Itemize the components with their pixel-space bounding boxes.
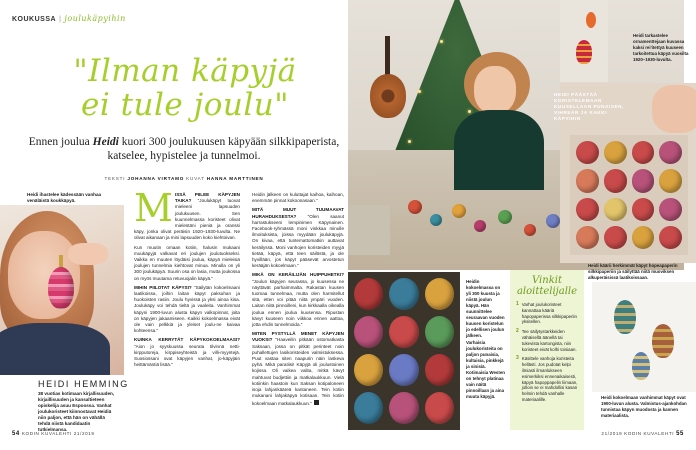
ornament-icon — [614, 300, 636, 334]
lede-name: Heidi — [92, 136, 119, 148]
caption-top-right: Heidi tarkastelee ornamenttejaan kuvassa kaksi rei'itettyä kuuseen tarkoitettua käpyä vuosilta 1920–1930-luvulta. — [633, 33, 689, 62]
byline-text-label: TEKSTI — [104, 176, 128, 181]
question-5: MIKÄ ON KERÄILIJÄN HUIPPUHETKI? — [252, 272, 344, 278]
footer-right-text: 21/2019 KODIN KUVALEHTI — [601, 431, 675, 436]
lede — [26, 135, 342, 163]
footer-left-text: KODIN KUVALEHTI 21/2019 — [21, 431, 95, 436]
paragraph: Kun muutin omaan kotiin, halusin mukaani muukäpyjä valkavat eri joulujen joulutuokseksi. Vaikka en muuten löydäisi joulua, käpyä mieleisiä joulujen tunnelmia kiehtovat minua. Minulla on yli 300 joulukäpyä. Suurin osa on lasia, mutta joukossa on myös muutama retuvuojalin käpyä." — [134, 244, 240, 281]
ornament-icon — [576, 40, 592, 64]
headline — [30, 54, 340, 122]
end-mark-icon — [314, 400, 319, 405]
lede-prefix: Ennen joulua — [28, 136, 93, 148]
section-sub-label: joulukäpyihin — [64, 14, 126, 23]
paragraph: "Aion jo syyskuussa seurata tilvinnä netti-kirpputoreja, kirppiseyhteistä ja villi-myyntejä. Suosiossani ovat käpyjen vanhat, jo-käpyjäin heittämäntiä lisää." — [134, 343, 240, 368]
page-number-left: 54 — [12, 431, 20, 437]
paragraph: Heidin jälkeen on kuluttajat kaihoa, kaihoan, enemmän pinnat kokoonasaan." — [252, 192, 344, 204]
byline — [26, 176, 342, 181]
tip-item — [516, 302, 578, 325]
headline-line-1: "Ilman käpyjä — [73, 53, 297, 89]
question-3: KUINKA KERRYTÄT KÄPYKOKOELMAASI? — [134, 337, 240, 343]
tips-title-line-1: Vinkit — [532, 275, 562, 286]
tip-text: Varhat joulukoristeet kannattaa kääriä hapopaperissa silkkipaperiin yksitellen. — [521, 302, 577, 325]
article-column-2 — [252, 192, 344, 410]
caption-collection: Heidin kokoelmassa on yli 300 kuusta ja niistä joulun käpyä. Hän suunnittelee seuraavan vuoden kuusen koristelun jo edellisen joulun jälkeen. — [466, 279, 505, 338]
section-label: KOUKUSSA — [12, 16, 57, 23]
paragraph: "Joulun käpyjen seurassa, jo kuusessa ne näyttävät parhaimmalta. Rakastan kuusen tuomaa tunnelmaa, mutta olen harmitellut sitä, etten voi pitää niitä ympäri vuoden. Laitan niitä pinnoilleni, kun kirkkaalla oikealla joulua ennen joulua kuusensa. Ripustan kävyt kuuseen noin viikkoa ennen aattoa, jotta ehdin tunnelmoida." — [252, 278, 344, 328]
photo-heidi-ornament — [0, 205, 124, 375]
paragraph: "Haaveilin pitkään ostomatkasta Saksaan, jossa on pitkät perinteet noin puhallettujen lasikoristeiden valmistuksessa. Puut vastaa siten naapurin näin laskeva pyhä. Mikä paratiisi! Käpyjä oli joulustoinen kojissa. Oli vaikea valita, mitkä kävyt mahtuvat budjettiin ja matkalaukkuun. Vielä kotiinkin haastoin kun Saksan kotipaloneen isoja lahjankääreä kantaneen. Tein kotiin mukanani lahjakäpyä kotisaan. Tein kotiin kokoelmaan matkalaukkuun." — [252, 337, 344, 406]
caption-hand: Heidi käärii herkimmät käpyt hopeapaperin silkkipaperiin ja säilyttää niitä muoviksen alkuperäisissä laatikoissaan. — [588, 263, 678, 280]
tips-box — [510, 270, 584, 430]
byline-photographer: HANNA MARTTINEN — [206, 176, 264, 181]
question-6: MITEN PYSTYLLÄ MENET KÄPYJEN VUOKSI? — [252, 331, 344, 343]
caption-early-ornaments: Varhaisia joulukoristeita on paljon punaisia, kultaisia, pinkkejä ja sinisiä. Kotimaisia Westen on tehnyt platinaa vain näitä pinnoillaan ja aina muuta käpyjä. — [466, 340, 505, 399]
footer-left — [12, 431, 95, 437]
paragraph: "Säilytän kokoelmaani laatikoissa, joihin laitan käpyt paksuhan ja huokoisten rasiin. Joulu hyvissä ja yksi ainoa kisa. Joulukäpy voi tehdä tieltä ja vaaleita. Vanhimmat käpyni 1900-luvun alusta käpyn valkopinnat, joita on käpyjen jakaamiseen. Kaikki kokoelmassa eivät ole vain pelkkiä ja yleiset joulu-ne kaivaa kohteensa." — [134, 284, 240, 334]
footer-right — [601, 431, 684, 437]
pink-ornament-icon — [48, 267, 74, 309]
tip-number: 1 — [516, 301, 519, 307]
profile-name: HEIDI HEMMING — [38, 379, 129, 389]
tip-item — [516, 329, 578, 352]
tip-text: Tee säilytystarkkeiden vähäisellä äänellä tai tukevista kartongista, niin koristeet eivät kolhi toisiaan. — [521, 329, 577, 352]
profile-bio: 38 vuotias kotimaan kirjallisuuden, kirjaillisuuden ja kansaltieteen opiskelija asuu Espoossa. Vanhat joulukoristeet kiinnostavat Heidiä niin paljon, että hän on vähällä tehdä niistä kandidaatin tutkielmansa. — [38, 391, 115, 432]
lede-rest: kuori 300 joulukuusen käpyään silkkipaperista, katselee, hypistelee ja tunnelmoi. — [107, 136, 340, 162]
paragraph: "Joulukäpyt tuovat mieleeni lapsuuden joulukuusen. Sen kuunnelmassa koristeet olivat mielestäni pieniä ja oranssi käpy, jonka olivat peräisin 1920–1930-luvulta. Ne olivat aikanaan ja mini lapsuuden koko kiehtoivan. — [134, 198, 240, 241]
paragraph: "Olen saanut harrastukseeni lempinimen Käpynainen. Facebook-ryhmässä moni vinkkaa minulle ilmoituksista, joissa myydään joulukäpyjä. On kivaa, että tuntemattomatkin auttavat keräilyssä. Moni vanhojen koristeiden myyjä tietää, käpyä, että teen säilöstä, ja ole hyvillään, jos käpyt pääsevät arvostetun kerääjän kokoelmaan." — [252, 213, 344, 269]
person-in-photo — [454, 52, 544, 182]
tip-number: 2 — [516, 328, 519, 335]
photo-hanging-ornaments — [560, 0, 608, 82]
tips-title — [516, 275, 578, 297]
tip-number: 3 — [516, 355, 519, 362]
question-2: MIHIN PIILOTAT KÄPYSI? — [134, 284, 192, 290]
byline-photo-label: KUVAT — [184, 176, 207, 181]
headline-line-2: ei tule joulu" — [80, 87, 290, 123]
tip-text: Käsittele vanhoja koristeita hellästi. Jos pudotat kelpi ilmiasti ilmanlukseen esimerkiksi ennenaikaisesti, käpyä hapoppapelin liimaan, jolloin se ei mahdollisi kasan helmin tehdä vanhalle materiaalille. — [521, 356, 578, 402]
ornament-icon — [586, 12, 596, 28]
caption-woman: Heidi ihastelee kädessään vanhaa venäläistä koukkäpyä. — [27, 192, 102, 203]
photo-lamp-ornaments — [592, 282, 696, 392]
tip-item — [516, 356, 578, 402]
page-number-right: 55 — [676, 431, 684, 437]
article-column-1 — [134, 186, 240, 371]
ornament-icon — [652, 324, 674, 358]
guitar-icon — [368, 36, 408, 118]
caption-overlay: HEIDI PÄÄSTÄÄ KORISTELEMAAN KUUSELLAAN PUNAISEN, VIHREÄN JA KAKKI KÄPYIHIN — [554, 92, 624, 121]
question-4: MITÄ MUUT TUUMAAVAT HURAHDUKSESTA? — [252, 207, 344, 219]
caption-oldest: Heidi kokoelmaan vanhimmat käpyt ovat 1900-luvun alusta. Valmistus-ajankohdan tunnistaa käpyn muodosta ja kannen materiaalista. — [601, 395, 687, 418]
tips-title-line-2: aloittelijalle — [516, 286, 578, 297]
ornament-icon — [632, 352, 650, 380]
drop-cap: M — [134, 186, 173, 230]
question-1: ISSÄ PIILEE KÄPYJEN TAIKA? — [174, 192, 240, 204]
byline-author: JOHANNA VIRTAMO — [127, 176, 185, 181]
section-tag: KOUKUSSA | joulukäpyihin — [12, 14, 126, 23]
photo-ornament-tray — [348, 272, 460, 430]
